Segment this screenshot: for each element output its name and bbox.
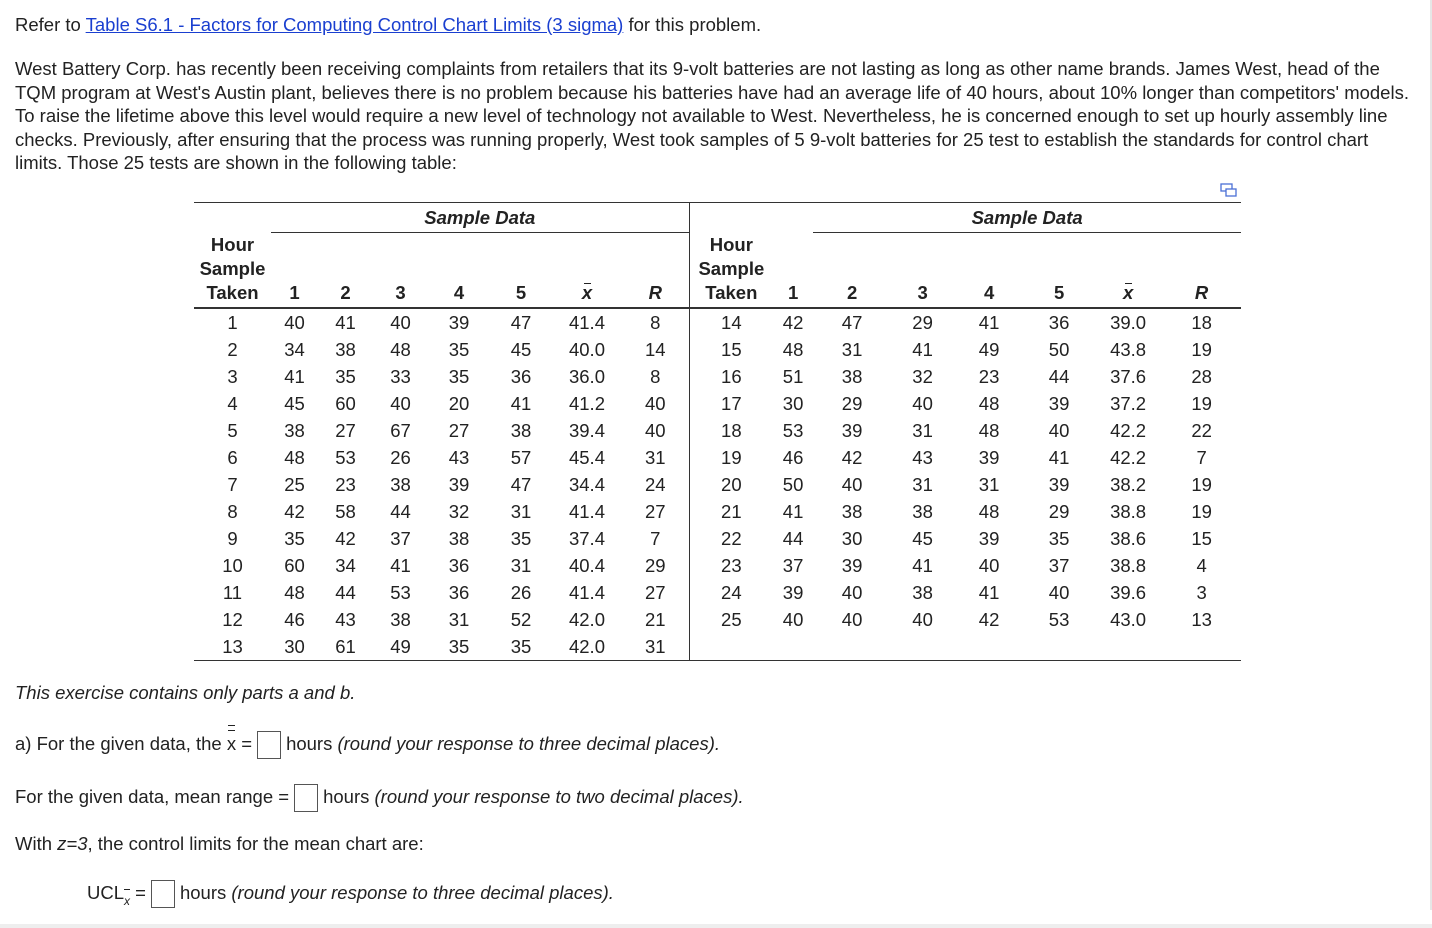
hour-cell: 17 [689, 390, 773, 417]
right-corner [689, 203, 773, 233]
value-cell: 31 [510, 555, 532, 576]
value-cell: 53 [390, 582, 411, 603]
value-cell: 40 [1048, 582, 1070, 603]
right-sample-data-header: Sample Data [813, 203, 1241, 233]
value-cell: 19 [1191, 393, 1212, 414]
xbar-symbol: x [581, 282, 593, 303]
value-cell [1162, 633, 1241, 661]
value-cell: 57 [510, 447, 532, 468]
value-cell: 35 [335, 366, 356, 387]
value-cell: 29 [841, 393, 863, 414]
table-row [194, 579, 1241, 606]
value-cell: 48 [390, 339, 411, 360]
value-cell: 39 [978, 447, 1000, 468]
intro-suffix: for this problem. [623, 14, 762, 35]
ucl-equals: = [130, 881, 146, 903]
sample-data-table [194, 202, 1241, 661]
value-cell: 39.0 [1110, 312, 1147, 333]
value-cell: 38 [841, 501, 863, 522]
value-cell: 41.4 [568, 582, 605, 603]
value-cell: 41.4 [568, 312, 605, 333]
col-header: 1 [271, 281, 318, 308]
value-cell: 40.0 [568, 339, 605, 360]
value-cell: 18 [1191, 312, 1212, 333]
control-prefix: With [15, 833, 58, 854]
value-cell: 23 [335, 474, 356, 495]
value-cell: 41 [978, 312, 1000, 333]
value-cell: 28 [1191, 366, 1212, 387]
x-double-bar-answer-input[interactable] [257, 731, 281, 759]
value-cell: 53 [1048, 609, 1070, 630]
value-cell: 47 [841, 312, 863, 333]
table-row [194, 633, 1241, 661]
sample-data-table-wrap [194, 202, 1241, 661]
part-a-unit: hours [286, 732, 333, 754]
table-row [194, 336, 1241, 363]
value-cell: 35 [448, 366, 470, 387]
value-cell: 35 [448, 339, 470, 360]
value-cell: 67 [390, 420, 411, 441]
hour-cell: 11 [222, 582, 243, 603]
value-cell: 8 [650, 312, 661, 333]
value-cell: 41 [912, 339, 933, 360]
part-a-prefix: a) For the given data, the [15, 732, 227, 754]
value-cell: 37.4 [568, 528, 605, 549]
value-cell: 22 [1191, 420, 1212, 441]
ucl-unit: hours [179, 881, 227, 903]
value-cell: 58 [335, 501, 356, 522]
mean-range-prefix: For the given data, mean range = [15, 785, 290, 807]
value-cell: 3 [1196, 582, 1207, 603]
problem-text: West Battery Corp. has recently been receiving complaints from retailers that its 9-volt batteries are not lasting as long as other name brands. James West, head of the TQM program at West's Austin plant, believes there is no problem because his batteries have had an average life of 40 hours, about 10% longer than competitors' models. To raise the lifetime above this level would require a new level of technology not available to West. Nevertheless, he is concerned enough to set up hourly assembly line checks. Previously, after ensuring that the process was running properly, West took samples of 5 9-volt batteries for 25 test to establish the standards for control chart limits. Those 25 tests are shown in the following table: [15, 58, 1409, 174]
value-cell: 26 [510, 582, 532, 603]
value-cell: 36 [1048, 312, 1070, 333]
part-a-question [15, 731, 720, 759]
table-s6-1-link[interactable]: Table S6.1 - Factors for Computing Control Chart Limits (3 sigma) [85, 14, 624, 35]
mean-range-unit: hours [323, 785, 370, 807]
value-cell: 39 [448, 312, 470, 333]
value-cell: 23 [978, 366, 1000, 387]
value-cell: 42 [284, 501, 305, 522]
value-cell: 38.8 [1110, 501, 1147, 522]
value-cell: 34 [284, 339, 305, 360]
col-header: 5 [490, 281, 552, 308]
hour-cell: 10 [222, 555, 243, 576]
value-cell: 21 [645, 609, 666, 630]
hour-cell: 13 [194, 633, 271, 661]
value-cell: 36 [448, 555, 470, 576]
value-cell: 34 [335, 555, 356, 576]
value-cell [1024, 633, 1094, 661]
value-cell: 36 [510, 366, 532, 387]
right-gap [773, 203, 813, 233]
value-cell: 51 [782, 366, 804, 387]
value-cell: 37 [390, 528, 411, 549]
hour-cell [689, 633, 773, 661]
expand-table-icon[interactable] [1220, 183, 1237, 197]
value-cell: 15 [1191, 528, 1212, 549]
value-cell [813, 633, 891, 661]
value-cell: 25 [284, 474, 305, 495]
value-cell: 45.4 [568, 447, 605, 468]
hour-cell: 6 [227, 447, 238, 468]
value-cell: 31 [912, 420, 933, 441]
value-cell [891, 633, 954, 661]
col-header: 5 [1024, 281, 1094, 308]
value-cell: 38 [448, 528, 470, 549]
col-header: 4 [428, 281, 490, 308]
hour-cell: 21 [689, 498, 773, 525]
right-hour-label-3: Taken [689, 281, 773, 308]
table-row [194, 471, 1241, 498]
left-sample-data-header: Sample Data [271, 203, 689, 233]
hour-cell: 22 [689, 525, 773, 552]
left-blank [271, 233, 689, 258]
left-blank-2 [271, 257, 689, 281]
value-cell: 48 [284, 582, 305, 603]
right-hour-label-1: Hour [689, 233, 773, 258]
value-cell: 47 [510, 474, 532, 495]
value-cell: 46 [782, 447, 804, 468]
ucl-question [87, 880, 614, 908]
control-z: z=3 [57, 833, 88, 854]
value-cell: 24 [645, 474, 666, 495]
mean-range-answer-input[interactable] [294, 784, 318, 812]
value-cell: 44 [782, 528, 804, 549]
hour-cell: 4 [227, 393, 238, 414]
bottom-border [0, 924, 1432, 928]
value-cell: 40.4 [568, 555, 605, 576]
value-cell: 19 [1191, 339, 1212, 360]
x-double-bar-symbol: x [226, 732, 237, 754]
control-limits-text [15, 832, 424, 856]
hour-cell: 2 [227, 339, 238, 360]
value-cell: 38 [335, 339, 356, 360]
value-cell: 37 [782, 555, 804, 576]
value-cell: 32 [912, 366, 933, 387]
hour-cell: 7 [227, 474, 238, 495]
hour-cell: 5 [227, 420, 238, 441]
value-cell: 30 [271, 633, 318, 661]
value-cell: 40 [912, 393, 933, 414]
table-row [194, 606, 1241, 633]
value-cell: 38 [912, 501, 933, 522]
value-cell: 39 [841, 555, 863, 576]
part-a-hint: (round your response to three decimal places). [337, 732, 721, 754]
col-header: 4 [954, 281, 1024, 308]
value-cell [1094, 633, 1162, 661]
left-hour-label-3: Taken [194, 281, 271, 308]
value-cell: 40 [841, 582, 863, 603]
ucl-subscript [124, 894, 130, 908]
value-cell: 60 [284, 555, 305, 576]
value-cell: 20 [448, 393, 470, 414]
value-cell: 31 [912, 474, 933, 495]
value-cell: 44 [1048, 366, 1070, 387]
value-cell: 48 [284, 447, 305, 468]
value-cell: 42.0 [552, 633, 622, 661]
table-row [194, 444, 1241, 471]
value-cell: 50 [1048, 339, 1070, 360]
xbar-col-header [552, 281, 622, 308]
value-cell: 61 [318, 633, 373, 661]
value-cell: 40 [645, 393, 666, 414]
value-cell: 27 [335, 420, 356, 441]
value-cell: 42 [335, 528, 356, 549]
left-hour-label-2: Sample [199, 258, 266, 279]
value-cell: 43 [448, 447, 470, 468]
hour-cell: 1 [227, 312, 238, 333]
value-cell: 40 [978, 555, 1000, 576]
hour-cell: 12 [222, 609, 243, 630]
value-cell: 53 [335, 447, 356, 468]
value-cell: 44 [335, 582, 356, 603]
value-cell: 39 [1048, 393, 1070, 414]
value-cell: 49 [978, 339, 1000, 360]
value-cell: 43 [335, 609, 356, 630]
intro-line [15, 12, 1419, 38]
value-cell: 29 [1048, 501, 1070, 522]
value-cell: 30 [841, 528, 863, 549]
hour-cell: 3 [227, 366, 238, 387]
range-col-header: R [1162, 281, 1241, 308]
value-cell: 42.2 [1110, 447, 1147, 468]
value-cell: 49 [373, 633, 428, 661]
value-cell [954, 633, 1024, 661]
ucl-answer-input[interactable] [151, 880, 175, 908]
col-header: 3 [373, 281, 428, 308]
value-cell: 42.0 [568, 609, 605, 630]
hour-cell: 24 [689, 579, 773, 606]
value-cell: 31 [645, 447, 666, 468]
value-cell: 40 [912, 609, 933, 630]
value-cell: 29 [912, 312, 933, 333]
table-row [194, 498, 1241, 525]
value-cell: 52 [510, 609, 532, 630]
value-cell: 27 [645, 582, 666, 603]
left-corner [194, 203, 271, 233]
value-cell: 39 [978, 528, 1000, 549]
value-cell: 31 [978, 474, 1000, 495]
value-cell: 39 [841, 420, 863, 441]
value-cell: 48 [978, 420, 1000, 441]
value-cell: 38 [841, 366, 863, 387]
value-cell: 45 [284, 393, 305, 414]
value-cell: 26 [390, 447, 411, 468]
value-cell: 37 [1048, 555, 1070, 576]
value-cell: 60 [335, 393, 356, 414]
value-cell: 40 [782, 609, 804, 630]
value-cell: 7 [650, 528, 661, 549]
value-cell: 35 [490, 633, 552, 661]
mean-range-hint: (round your response to two decimal places). [374, 785, 744, 807]
value-cell: 14 [645, 339, 666, 360]
value-cell: 38 [510, 420, 532, 441]
xbar-col-header [1094, 281, 1162, 308]
value-cell: 43.0 [1110, 609, 1147, 630]
left-hour-label-1: Hour [210, 233, 255, 255]
value-cell: 47 [510, 312, 532, 333]
value-cell: 31 [510, 501, 532, 522]
ucl-subscript-x: x [124, 889, 130, 913]
col-header: 1 [773, 281, 813, 308]
hour-cell: 16 [689, 363, 773, 390]
value-cell: 38.6 [1110, 528, 1147, 549]
value-cell: 31 [622, 633, 689, 661]
value-cell [773, 633, 813, 661]
range-col-header: R [622, 281, 689, 308]
value-cell: 40 [390, 393, 411, 414]
value-cell: 40 [645, 420, 666, 441]
value-cell: 32 [448, 501, 470, 522]
value-cell: 42 [978, 609, 1000, 630]
value-cell: 40 [1048, 420, 1070, 441]
value-cell: 48 [782, 339, 804, 360]
hour-cell: 20 [689, 471, 773, 498]
value-cell: 45 [510, 339, 532, 360]
value-cell: 38.8 [1110, 555, 1147, 576]
value-cell: 41 [782, 501, 804, 522]
problem-content [15, 12, 1419, 175]
control-suffix: , the control limits for the mean chart are: [87, 833, 424, 854]
value-cell: 41 [912, 555, 933, 576]
hour-cell: 23 [689, 552, 773, 579]
value-cell: 46 [284, 609, 305, 630]
value-cell: 39 [782, 582, 804, 603]
exercise-note [15, 681, 355, 705]
value-cell: 30 [782, 393, 804, 414]
hour-cell: 9 [227, 528, 238, 549]
hour-cell: 15 [689, 336, 773, 363]
table-row [194, 390, 1241, 417]
table-row [194, 308, 1241, 336]
value-cell: 38 [390, 609, 411, 630]
value-cell: 38 [284, 420, 305, 441]
hour-cell: 18 [689, 417, 773, 444]
value-cell: 48 [978, 393, 1000, 414]
value-cell: 38.2 [1110, 474, 1147, 495]
ucl-label: UCL [87, 881, 125, 903]
value-cell: 41.4 [568, 501, 605, 522]
value-cell: 35 [284, 528, 305, 549]
value-cell: 41 [284, 366, 305, 387]
value-cell: 39 [1048, 474, 1070, 495]
value-cell: 41 [978, 582, 1000, 603]
right-blank-2 [773, 257, 1241, 281]
value-cell: 38 [390, 474, 411, 495]
table-row [194, 525, 1241, 552]
exercise-note-text: This exercise contains only parts a and b. [15, 682, 356, 703]
value-cell: 34.4 [568, 474, 605, 495]
hour-cell: 8 [227, 501, 238, 522]
col-header: 3 [891, 281, 954, 308]
value-cell: 8 [650, 366, 661, 387]
value-cell: 36.0 [568, 366, 605, 387]
part-a-equals: = [236, 732, 253, 754]
value-cell: 39.4 [568, 420, 605, 441]
value-cell: 48 [978, 501, 1000, 522]
value-cell: 45 [912, 528, 933, 549]
value-cell: 42.2 [1110, 420, 1147, 441]
value-cell: 13 [1191, 609, 1212, 630]
value-cell: 29 [645, 555, 666, 576]
value-cell: 43 [912, 447, 933, 468]
value-cell: 42 [782, 312, 804, 333]
value-cell: 41 [335, 312, 356, 333]
value-cell: 41.2 [568, 393, 605, 414]
value-cell: 44 [390, 501, 411, 522]
value-cell: 37.2 [1110, 393, 1147, 414]
value-cell: 35 [1048, 528, 1070, 549]
table-row [194, 552, 1241, 579]
value-cell: 31 [841, 339, 863, 360]
value-cell: 4 [1196, 555, 1207, 576]
hour-cell: 19 [689, 444, 773, 471]
ucl-hint: (round your response to three decimal places). [231, 881, 614, 903]
col-header: 2 [318, 281, 373, 308]
col-header: 2 [813, 281, 891, 308]
value-cell: 37.6 [1110, 366, 1147, 387]
value-cell: 40 [284, 312, 305, 333]
value-cell: 39.6 [1110, 582, 1147, 603]
intro-prefix: Refer to [15, 14, 86, 35]
value-cell: 27 [645, 501, 666, 522]
value-cell: 27 [448, 420, 470, 441]
value-cell: 41 [390, 555, 411, 576]
value-cell: 31 [448, 609, 470, 630]
hour-cell: 25 [689, 606, 773, 633]
value-cell: 42 [841, 447, 863, 468]
hour-cell: 14 [689, 308, 773, 336]
value-cell: 7 [1196, 447, 1207, 468]
mean-range-question [15, 784, 744, 812]
value-cell: 19 [1191, 474, 1212, 495]
right-hour-label-2: Sample [689, 257, 773, 281]
xbar-symbol: x [1122, 282, 1134, 303]
value-cell: 40 [390, 312, 411, 333]
value-cell: 41 [1048, 447, 1070, 468]
value-cell: 40 [841, 474, 863, 495]
value-cell: 50 [782, 474, 804, 495]
table-row [194, 417, 1241, 444]
value-cell: 53 [782, 420, 804, 441]
value-cell: 38 [912, 582, 933, 603]
value-cell: 43.8 [1110, 339, 1147, 360]
value-cell: 33 [390, 366, 411, 387]
value-cell: 39 [448, 474, 470, 495]
value-cell: 40 [841, 609, 863, 630]
value-cell: 35 [510, 528, 532, 549]
value-cell: 41 [510, 393, 532, 414]
table-row [194, 363, 1241, 390]
value-cell: 36 [448, 582, 470, 603]
value-cell: 35 [428, 633, 490, 661]
value-cell: 19 [1191, 501, 1212, 522]
right-blank [773, 233, 1241, 258]
